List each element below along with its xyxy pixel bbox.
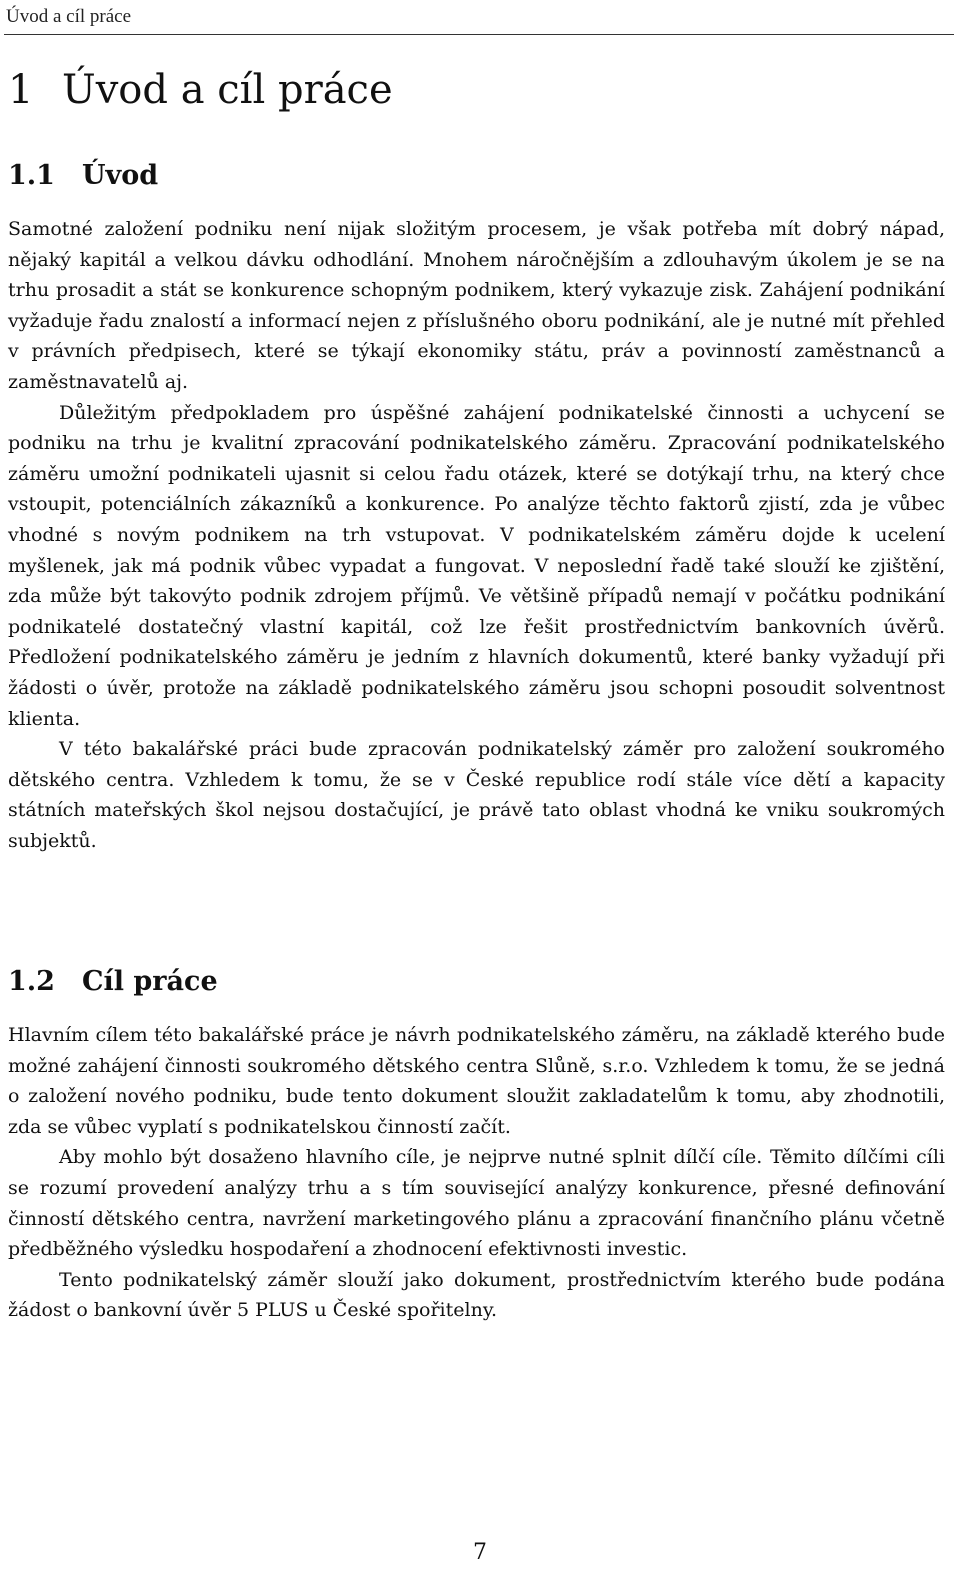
section-number: 1.1 xyxy=(8,160,55,191)
section-heading-cil-prace xyxy=(8,966,218,998)
chapter-title: Úvod a cíl práce xyxy=(62,67,393,113)
section-body-cil-prace xyxy=(8,1020,945,1326)
section-title: Cíl práce xyxy=(82,966,218,997)
section-body-uvod xyxy=(8,214,945,856)
running-header: Úvod a cíl práce xyxy=(6,6,132,27)
page-number: 7 xyxy=(473,1540,487,1565)
paragraph: Důležitým předpokladem pro úspěšné zahájení podnikatelské činnosti a uchycení se podniku na trhu je kvalitní zpracování podnikatelského záměru. Zpracování podnikatelského záměru umožní podnikateli ujasnit si celou řadu otázek, které se dotýkají trhu, na který chce vstoupit, potenciálních zákazníků a konkurence. Po analýze těchto faktorů zjistí, zda je vůbec vhodné s novým podnikem na trh vstupovat. V podnikatelském záměru dojde k ucelení myšlenek, jak má podnik vůbec vypadat a fungovat. V neposlední řadě také slouží ke zjištění, zda může být takovýto podnik zdrojem příjmů. Ve většině případů nemají v počátku podnikání podnikatelé dostatečný vlastní kapitál, což lze řešit prostřednictvím bankovních úvěrů. Předložení podnikatelského záměru je jedním z hlavních dokumentů, které banky vyžadují při žádosti o úvěr, protože na základě podnikatelského záměru jsou schopni posoudit solventnost klienta. xyxy=(8,401,945,730)
paragraph: Hlavním cílem této bakalářské práce je návrh podnikatelského záměru, na základě kterého bude možné zahájení činnosti soukromého dětského centra Slůně, s.r.o. Vzhledem k tomu, že se jedná o založení nového podniku, bude tento dokument sloužit zakladatelům k tomu, aby zhodnotili, zda se vůbec vyplatí s podnikatelskou činností začít. xyxy=(8,1024,945,1138)
section-heading-uvod xyxy=(8,160,158,192)
paragraph: V této bakalářské práci bude zpracován podnikatelský záměr pro založení soukromého dětského centra. Vzhledem k tomu, že se v České republice rodí stále více dětí a kapacity státních mateřských škol nejsou dostačující, je právě tato oblast vhodná ke vniku soukromých subjektů. xyxy=(8,738,945,852)
paragraph: Samotné založení podniku není nijak složitým procesem, je však potřeba mít dobrý nápad, nějaký kapitál a velkou dávku odhodlání. Mnohem náročnějším a zdlouhavým úkolem je se na trhu prosadit a stát se konkurence schopným podnikem, který vykazuje zisk. Zahájení podnikání vyžaduje řadu znalostí a informací nejen z příslušného oboru podnikání, ale je nutné mít přehled v právních předpisech, které se týkají ekonomiky státu, práv a povinností zaměstnanců a zaměstnavatelů aj. xyxy=(8,218,945,393)
paragraph: Aby mohlo být dosaženo hlavního cíle, je nejprve nutné splnit dílčí cíle. Těmito dílčími cíli se rozumí provedení analýzy trhu a s tím související analýzy konkurence, přesné definování činností dětského centra, navržení marketingového plánu a zpracování finančního plánu včetně předběžného výsledku hospodaření a zhodnocení efektivnosti investic. xyxy=(8,1146,945,1261)
chapter-number: 1 xyxy=(8,67,34,113)
section-number: 1.2 xyxy=(8,966,55,997)
paragraph: Tento podnikatelský záměr slouží jako dokument, prostřednictvím kterého bude podána žádost o bankovní úvěr 5 PLUS u České spořitelny. xyxy=(8,1268,945,1322)
header-rule xyxy=(4,34,954,35)
chapter-heading xyxy=(8,66,393,114)
section-title: Úvod xyxy=(82,160,159,191)
